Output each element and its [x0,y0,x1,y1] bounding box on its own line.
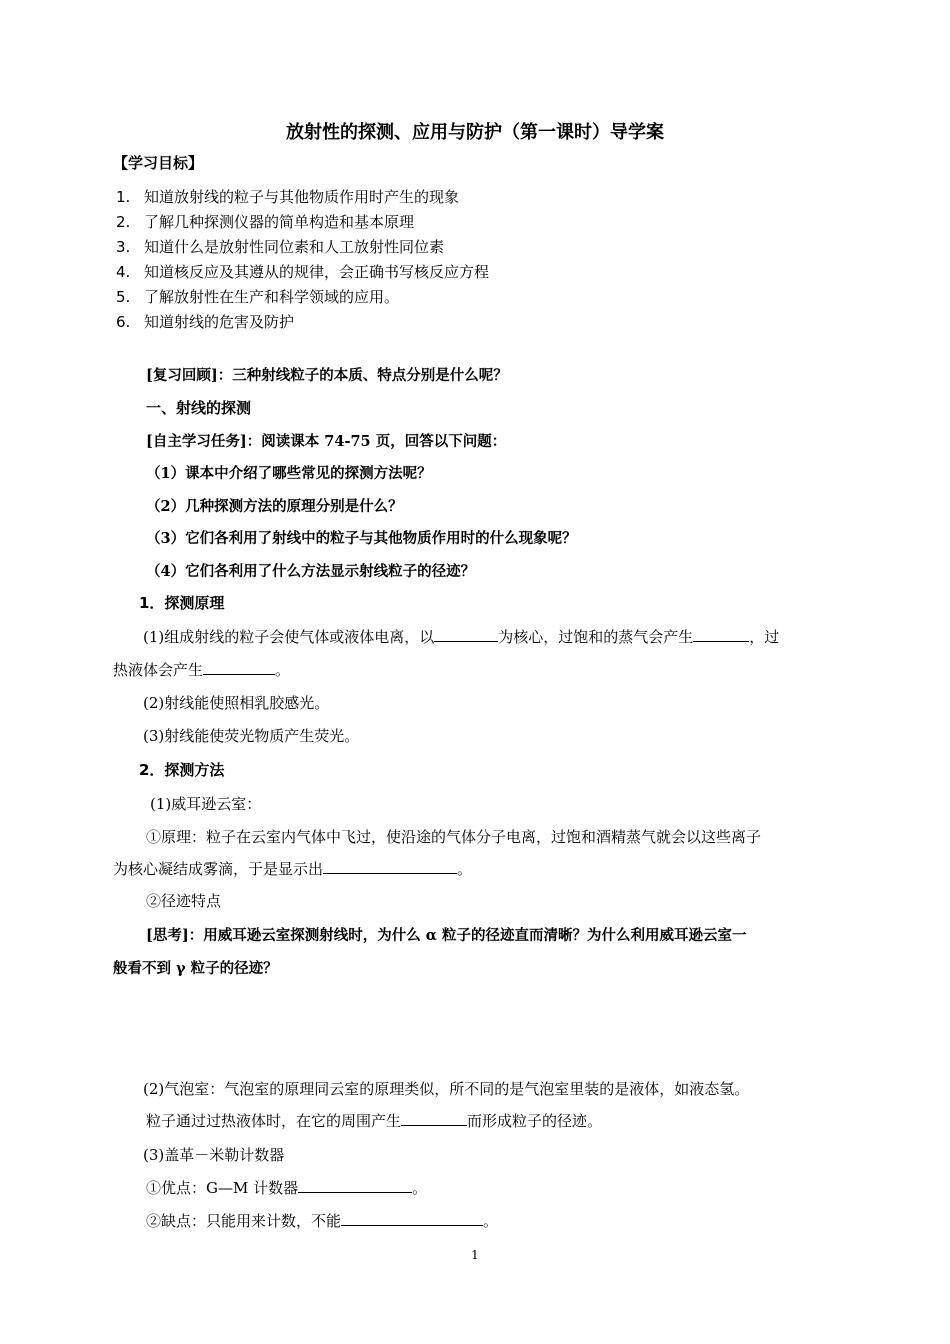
text-segment: 热液体会产生 [113,661,204,679]
self-study-task: [自主学习任务]：阅读课本 74-75 页，回答以下问题： [146,433,507,450]
objectives-heading: 【学习目标】 [113,154,204,172]
principle-item: (3)射线能使荧光物质产生荧光。 [143,727,360,745]
objective-item [116,261,489,282]
text-segment: 为核心凝结成雾滴，于是显示出 [113,860,324,878]
think-question-cont: 般看不到 γ 粒子的径迹？ [113,960,278,977]
track-features: ②径迹特点 [146,892,222,910]
section-heading: 一、射线的探测 [146,399,252,417]
objective-item [116,311,294,332]
gm-counter-title: (3)盖革－米勒计数器 [143,1146,285,1164]
text-segment: (1)组成射线的粒子会使气体或液体电离，以 [143,628,435,646]
gm-counter-disadvantage [146,1210,498,1231]
objective-number: 2. [116,213,131,231]
bubble-chamber: (2)气泡室：气泡室的原理同云室的原理类似，所不同的是气泡室里装的是液体，如液态氢。 [143,1080,750,1098]
subsection-heading: 1．探测原理 [139,594,225,612]
objective-text: 了解放射性在生产和科学领域的应用。 [144,288,400,306]
cloud-chamber-principle-cont [113,858,472,879]
text-segment: 为核心，过饱和的蒸气会产生 [498,628,694,646]
objective-item [116,186,459,207]
objective-item [116,286,399,307]
objective-text: 知道射线的危害及防护 [144,313,295,331]
fill-blank[interactable] [693,626,749,642]
cloud-chamber-title: (1)威耳逊云室： [150,795,262,813]
study-question: （3）它们各利用了射线中的粒子与其他物质作用时的什么现象呢？ [146,530,577,547]
fill-blank[interactable] [434,626,498,642]
review-question: [复习回顾]：三种射线粒子的本质、特点分别是什么呢？ [146,367,508,384]
fill-blank[interactable] [341,1210,483,1226]
study-question: （4）它们各利用了什么方法显示射线粒子的径迹？ [146,563,476,580]
subsection-heading: 2．探测方法 [139,761,225,779]
cloud-chamber-principle: ①原理：粒子在云室内气体中飞过，使沿途的气体分子电离，过饱和酒精蒸气就会以这些离子 [146,828,762,846]
text-segment: 。 [483,1212,499,1230]
study-question: （2）几种探测方法的原理分别是什么？ [146,498,403,515]
text-segment: 。 [275,661,291,679]
objective-text: 了解几种探测仪器的简单构造和基本原理 [144,213,415,231]
objective-item [116,236,444,257]
principle-paragraph [143,626,779,647]
text-segment: 而形成粒子的径迹。 [467,1112,603,1130]
objective-number: 4. [116,263,131,281]
objective-number: 5. [116,288,131,306]
fill-blank[interactable] [323,858,457,874]
objective-number: 6. [116,313,131,331]
objective-text: 知道什么是放射性同位素和人工放射性同位素 [144,238,445,256]
text-segment: 。 [457,860,473,878]
bubble-chamber-cont [146,1110,602,1131]
page-number: 1 [471,1248,479,1262]
objective-text: 知道核反应及其遵从的规律，会正确书写核反应方程 [144,263,490,281]
fill-blank[interactable] [401,1110,467,1126]
think-question: [思考]：用威耳逊云室探测射线时，为什么 α 粒子的径迹直而清晰？为什么利用威耳逊云室一 [146,927,747,944]
text-segment: 。 [412,1179,428,1197]
text-segment: 粒子通过过热液体时，在它的周围产生 [146,1112,402,1130]
objective-number: 3. [116,238,131,256]
gm-counter-advantage [146,1177,427,1198]
study-question: （1）课本中介绍了哪些常见的探测方法呢？ [146,465,432,482]
objective-number: 1. [116,188,131,206]
page-title: 放射性的探测、应用与防护（第一课时）导学案 [286,122,664,143]
principle-item: (2)射线能使照相乳胶感光。 [143,694,330,712]
text-segment: ，过 [749,628,780,646]
text-segment: ①优点：G—M 计数器 [146,1179,299,1197]
objective-item [116,211,414,232]
objective-text: 知道放射线的粒子与其他物质作用时产生的现象 [144,188,460,206]
text-segment: ②缺点：只能用来计数，不能 [146,1212,342,1230]
principle-paragraph-cont [113,659,290,680]
fill-blank[interactable] [298,1177,412,1193]
fill-blank[interactable] [203,659,275,675]
